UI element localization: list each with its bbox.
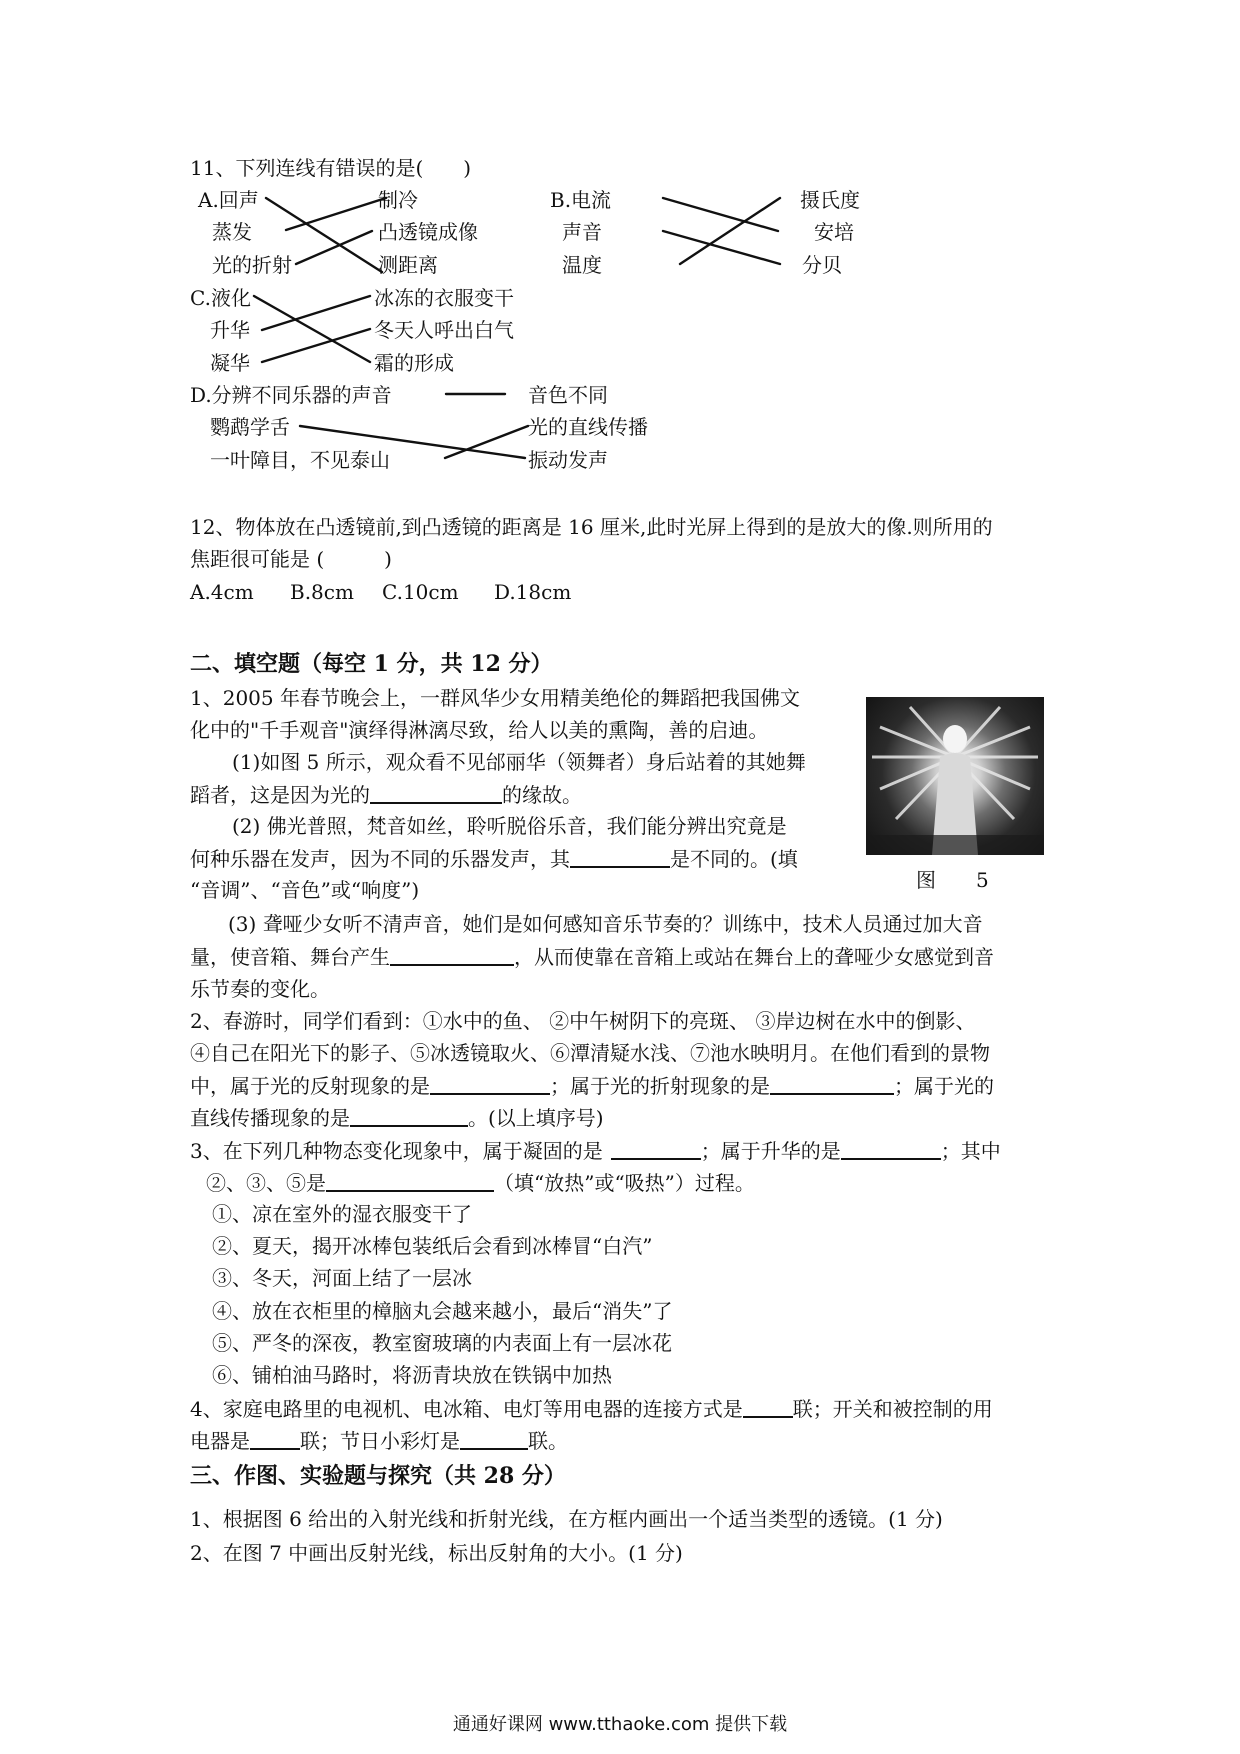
s2-p3-item-1: ①、凉在室外的湿衣服变干了 bbox=[212, 1202, 472, 1226]
q11-c-right-2: 冬天人呼出白气 bbox=[374, 318, 514, 342]
answer-blank[interactable] bbox=[370, 780, 502, 804]
s2-p2-line3 bbox=[190, 1071, 994, 1100]
answer-blank[interactable] bbox=[430, 1071, 550, 1095]
s2-p1-sub2-line1: (2) 佛光普照，梵音如丝，聆听脱俗乐音，我们能分辨出究竟是 bbox=[232, 814, 787, 838]
q11-a-left-1: A.回声 bbox=[198, 188, 259, 212]
s2-p3-item-2: ②、夏天，揭开冰棒包装纸后会看到冰棒冒“白汽” bbox=[212, 1234, 653, 1258]
s2-p1-sub1-line2 bbox=[190, 780, 582, 809]
s2-p3-line2 bbox=[206, 1168, 755, 1197]
s2-p2-text-b: ；属于光的折射现象的是 bbox=[550, 1074, 770, 1098]
q11-stem: 11、下列连线有错误的是( ) bbox=[190, 156, 472, 180]
q11-b-right-1: 摄氏度 bbox=[800, 188, 860, 212]
s2-p1-line1: 1、2005 年春节晚会上，一群风华少女用精美绝伦的舞蹈把我国佛文 bbox=[190, 686, 800, 710]
q11-a-right-3: 测距离 bbox=[378, 253, 438, 277]
connect-line-b3 bbox=[680, 198, 780, 264]
s2-p1-sub2-text-b: 是不同的。(填 bbox=[670, 847, 798, 871]
s2-p2-text-d: 直线传播现象的是 bbox=[190, 1106, 350, 1130]
s3-q1: 1、根据图 6 给出的入射光线和折射光线，在方框内画出一个适当类型的透镜。(1 分) bbox=[190, 1507, 943, 1531]
s2-p1-sub3-line3: 乐节奏的变化。 bbox=[190, 977, 330, 1001]
s2-p3-item-5: ⑤、严冬的深夜，教室窗玻璃的内表面上有一层冰花 bbox=[212, 1331, 672, 1355]
q11-d-left-1: D.分辨不同乐器的声音 bbox=[190, 383, 392, 407]
answer-blank[interactable] bbox=[250, 1426, 300, 1450]
q11-a-left-2: 蒸发 bbox=[212, 220, 252, 244]
s2-p4-text-d: 联；节日小彩灯是 bbox=[300, 1429, 460, 1453]
s2-p3-text-a: 3、在下列几种物态变化现象中，属于凝固的是 bbox=[190, 1139, 603, 1163]
q12-line2: 焦距很可能是 ( ) bbox=[190, 547, 392, 571]
q11-c-left-3: 凝华 bbox=[210, 351, 250, 375]
figure5-caption: 图 5 bbox=[916, 868, 989, 892]
s2-p4-text-e: 联。 bbox=[528, 1429, 568, 1453]
section2-title: 二、填空题（每空 1 分，共 12 分） bbox=[190, 651, 553, 677]
s2-p2-text-e: 。(以上填序号) bbox=[468, 1106, 604, 1130]
q11-d-right-1: 音色不同 bbox=[528, 383, 608, 407]
connect-line-c3 bbox=[262, 329, 370, 362]
s2-p3-item-4: ④、放在衣柜里的樟脑丸会越来越小，最后“消失”了 bbox=[212, 1299, 673, 1323]
s2-p3-item-3: ③、冬天，河面上结了一层冰 bbox=[212, 1266, 472, 1290]
q12-option-a: A.4cm bbox=[190, 580, 254, 604]
page-footer: 通通好课网 www.tthaoke.com 提供下载 bbox=[452, 1714, 788, 1735]
s2-p2-text-c: ；属于光的 bbox=[894, 1074, 994, 1098]
q12-option-b: B.8cm bbox=[290, 580, 354, 604]
s2-p3-line1 bbox=[190, 1136, 1001, 1165]
connect-line-b2 bbox=[663, 231, 780, 264]
s2-p4-text-c: 电器是 bbox=[190, 1429, 250, 1453]
q11-b-right-2: 安培 bbox=[814, 220, 854, 244]
answer-blank[interactable] bbox=[460, 1426, 528, 1450]
s2-p2-line1: 2、春游时，同学们看到：①水中的鱼、 ②中午树阴下的亮斑、 ③岸边树在水中的倒影、 bbox=[190, 1009, 976, 1033]
s2-p1-sub3-text-a: 量，使音箱、舞台产生 bbox=[190, 945, 390, 969]
q11-d-left-3: 一叶障目，不见泰山 bbox=[210, 448, 390, 472]
figure5-photo bbox=[866, 697, 1044, 855]
s2-p2-text-a: 中，属于光的反射现象的是 bbox=[190, 1074, 430, 1098]
s2-p3-text-b: ；属于升华的是 bbox=[700, 1139, 841, 1163]
s2-p2-line2: ④自己在阳光下的影子、⑤冰透镜取火、⑥潭清疑水浅、⑦池水映明月。在他们看到的景物 bbox=[190, 1041, 990, 1065]
s2-p1-sub2-text-a: 何种乐器在发声，因为不同的乐器发声，其 bbox=[190, 847, 570, 871]
q11-c-left-1: C.液化 bbox=[190, 286, 251, 310]
s2-p1-sub1-text-a: 蹈者，这是因为光的 bbox=[190, 783, 370, 807]
s2-p1-sub3-text-b: ，从而使靠在音箱上或站在舞台上的聋哑少女感觉到音 bbox=[514, 945, 994, 969]
answer-blank[interactable] bbox=[326, 1168, 494, 1192]
s2-p4-text-b: 联；开关和被控制的用 bbox=[792, 1397, 993, 1421]
connect-line-b1 bbox=[663, 198, 778, 231]
answer-blank[interactable] bbox=[611, 1136, 701, 1160]
s2-p3-text-c: ；其中 bbox=[940, 1139, 1001, 1163]
s2-p3-text-d: ②、③、⑤是 bbox=[206, 1171, 326, 1195]
connect-line-a2 bbox=[286, 198, 386, 230]
q11-b-left-3: 温度 bbox=[562, 253, 602, 277]
s2-p3-text-e: （填“放热”或“吸热”）过程。 bbox=[494, 1171, 755, 1195]
s3-q2: 2、在图 7 中画出反射光线，标出反射角的大小。(1 分) bbox=[190, 1541, 683, 1565]
s2-p1-line2: 化中的"千手观音"演绎得淋漓尽致，给人以美的熏陶，善的启迪。 bbox=[190, 718, 769, 742]
s2-p4-line2 bbox=[190, 1426, 568, 1455]
s2-p1-sub3-line1: (3) 聋哑少女听不清声音，她们是如何感知音乐节奏的？训练中，技术人员通过加大音 bbox=[228, 912, 983, 936]
q11-a-right-2: 凸透镜成像 bbox=[378, 220, 478, 244]
q11-d-left-2: 鹦鹉学舌 bbox=[210, 415, 290, 439]
connect-line-c1 bbox=[254, 296, 370, 362]
s2-p1-sub3-line2 bbox=[190, 942, 994, 971]
connect-line-a3 bbox=[296, 231, 372, 264]
q11-d-right-3: 振动发声 bbox=[528, 448, 608, 472]
q11-a-left-3: 光的折射 bbox=[212, 253, 292, 277]
q12-option-d: D.18cm bbox=[494, 580, 572, 604]
q11-c-left-2: 升华 bbox=[210, 318, 250, 342]
answer-blank[interactable] bbox=[841, 1136, 941, 1160]
q11-b-left-2: 声音 bbox=[562, 220, 602, 244]
s2-p2-line4 bbox=[190, 1103, 604, 1132]
answer-blank[interactable] bbox=[570, 844, 670, 868]
s2-p4-text-a: 4、家庭电路里的电视机、电冰箱、电灯等用电器的连接方式是 bbox=[190, 1397, 743, 1421]
s2-p1-sub1-text-b: 的缘故。 bbox=[502, 783, 582, 807]
q11-a-right-1: 制冷 bbox=[378, 188, 418, 212]
q12-option-c: C.10cm bbox=[382, 580, 459, 604]
q11-b-right-3: 分贝 bbox=[802, 253, 842, 277]
s2-p1-sub1-line1: (1)如图 5 所示，观众看不见邰丽华（领舞者）身后站着的其她舞 bbox=[232, 750, 806, 774]
q12-line1: 12、物体放在凸透镜前,到凸透镜的距离是 16 厘米,此时光屏上得到的是放大的像.则所用的 bbox=[190, 515, 993, 539]
answer-blank[interactable] bbox=[743, 1394, 793, 1418]
q11-d-right-2: 光的直线传播 bbox=[528, 415, 648, 439]
s2-p1-sub2-line3: “音调”、“音色”或“响度”) bbox=[190, 878, 420, 902]
connect-line-c2 bbox=[262, 296, 370, 330]
answer-blank[interactable] bbox=[770, 1071, 894, 1095]
connect-line-d3 bbox=[445, 426, 528, 458]
q11-c-right-1: 冰冻的衣服变干 bbox=[374, 286, 514, 310]
q11-b-left-1: B.电流 bbox=[550, 188, 612, 212]
answer-blank[interactable] bbox=[390, 942, 514, 966]
s2-p4-line1 bbox=[190, 1394, 993, 1423]
answer-blank[interactable] bbox=[350, 1103, 468, 1127]
s2-p3-item-6: ⑥、铺柏油马路时，将沥青块放在铁锅中加热 bbox=[212, 1363, 612, 1387]
q11-c-right-3: 霜的形成 bbox=[374, 351, 454, 375]
figure5-dancer-image bbox=[866, 697, 1044, 855]
s2-p1-sub2-line2 bbox=[190, 844, 798, 873]
section3-title: 三、作图、实验题与探究（共 28 分） bbox=[190, 1463, 566, 1489]
